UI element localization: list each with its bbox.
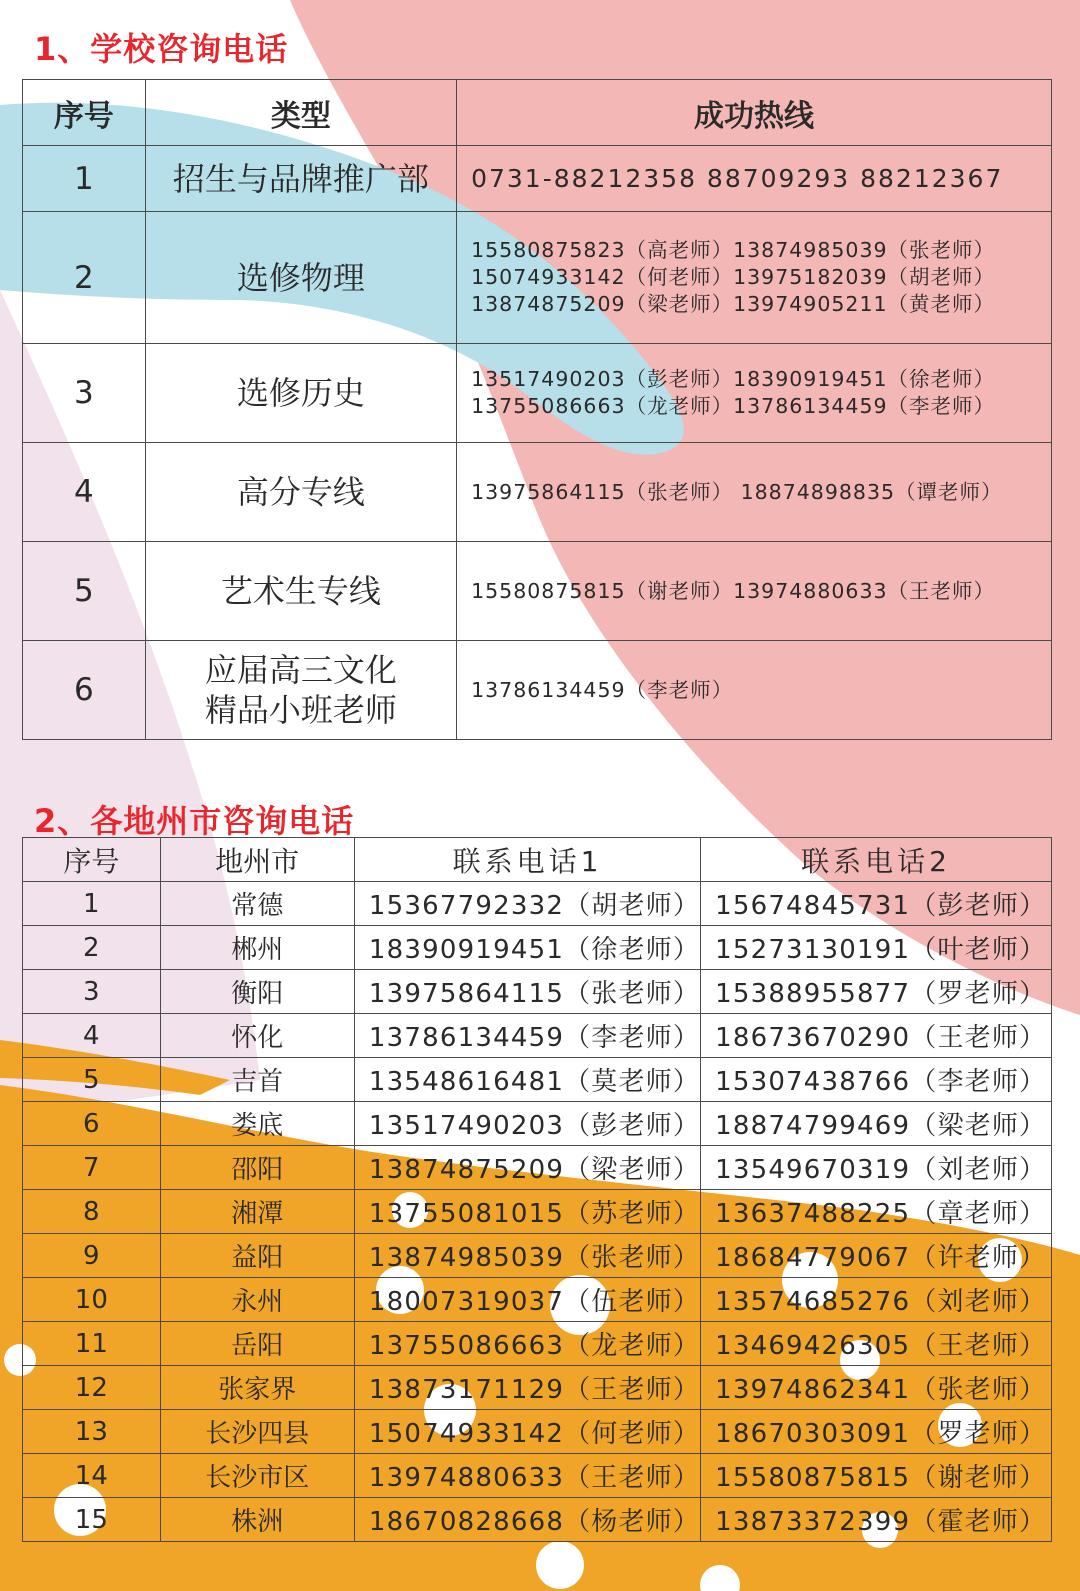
header-no: 序号 bbox=[23, 80, 146, 146]
type-line: 高分专线 bbox=[236, 473, 365, 511]
school-phone-table bbox=[22, 79, 1052, 740]
section1-title: 1、学校咨询电话 bbox=[34, 30, 289, 68]
row-no: 6 bbox=[23, 641, 146, 740]
row-phone1: 13975864115（张老师） bbox=[354, 970, 700, 1014]
row-no: 9 bbox=[23, 1234, 161, 1278]
row-phone2: 15674845731（彭老师） bbox=[701, 882, 1052, 926]
phone-line: 13874875209（梁老师）13974905211（黄老师） bbox=[471, 292, 996, 316]
row-city: 常德 bbox=[160, 882, 354, 926]
row-type bbox=[145, 344, 456, 443]
row-phone1: 13974880633（王老师） bbox=[354, 1454, 700, 1498]
row-no: 2 bbox=[23, 926, 161, 970]
row-phone2: 15307438766（李老师） bbox=[701, 1058, 1052, 1102]
type-line: 艺术生专线 bbox=[220, 572, 381, 610]
header-city: 地州市 bbox=[160, 838, 354, 882]
table-row bbox=[23, 1014, 1052, 1058]
table-row bbox=[23, 1366, 1052, 1410]
table-row bbox=[23, 641, 1052, 740]
row-no: 5 bbox=[23, 1058, 161, 1102]
header-phone1: 联系电话1 bbox=[354, 838, 700, 882]
row-phone2: 18673670290（王老师） bbox=[701, 1014, 1052, 1058]
table-row bbox=[23, 1322, 1052, 1366]
header-no: 序号 bbox=[23, 838, 161, 882]
section2-title: 2、各地州市咨询电话 bbox=[34, 802, 355, 840]
row-phones bbox=[457, 641, 1052, 740]
phone-line: 15074933142（何老师）13975182039（胡老师） bbox=[471, 265, 996, 289]
phone-line: 13975864115（张老师） 18874898835（谭老师） bbox=[471, 479, 1003, 504]
phone-line: 13755086663（龙老师）13786134459（李老师） bbox=[471, 394, 996, 418]
table-row bbox=[23, 1058, 1052, 1102]
row-phone1: 13873171129（王老师） bbox=[354, 1366, 700, 1410]
city-table-body bbox=[23, 882, 1052, 1542]
table-row bbox=[23, 212, 1052, 344]
row-phones bbox=[457, 212, 1052, 344]
row-phones bbox=[457, 146, 1052, 212]
table-row bbox=[23, 542, 1052, 641]
table-row bbox=[23, 1234, 1052, 1278]
row-phone2: 15388955877（罗老师） bbox=[701, 970, 1052, 1014]
row-no: 7 bbox=[23, 1146, 161, 1190]
row-phone1: 13755081015（苏老师） bbox=[354, 1190, 700, 1234]
phone-line: 13786134459（李老师） bbox=[471, 677, 734, 702]
row-phones bbox=[457, 443, 1052, 542]
row-type bbox=[145, 542, 456, 641]
row-phone1: 15367792332（胡老师） bbox=[354, 882, 700, 926]
row-phone2: 13637488225（章老师） bbox=[701, 1190, 1052, 1234]
table-row bbox=[23, 970, 1052, 1014]
row-phone2: 18874799469（梁老师） bbox=[701, 1102, 1052, 1146]
row-no: 5 bbox=[23, 542, 146, 641]
row-city: 株洲 bbox=[160, 1498, 354, 1542]
table-row bbox=[23, 443, 1052, 542]
row-no: 1 bbox=[23, 146, 146, 212]
phone-line: 15580875815（谢老师）13974880633（王老师） bbox=[471, 578, 996, 603]
table-row bbox=[23, 882, 1052, 926]
row-city: 永州 bbox=[160, 1278, 354, 1322]
row-phone2: 15273130191（叶老师） bbox=[701, 926, 1052, 970]
row-city: 怀化 bbox=[160, 1014, 354, 1058]
row-phone1: 13874985039（张老师） bbox=[354, 1234, 700, 1278]
table-row bbox=[23, 1190, 1052, 1234]
table-row bbox=[23, 1454, 1052, 1498]
row-city: 娄底 bbox=[160, 1102, 354, 1146]
row-phone2: 15580875815（谢老师） bbox=[701, 1454, 1052, 1498]
row-no: 4 bbox=[23, 1014, 161, 1058]
row-phone2: 18670303091（罗老师） bbox=[701, 1410, 1052, 1454]
row-city: 邵阳 bbox=[160, 1146, 354, 1190]
row-phone1: 13548616481（莫老师） bbox=[354, 1058, 700, 1102]
row-no: 2 bbox=[23, 212, 146, 344]
table-row bbox=[23, 1498, 1052, 1542]
row-phone1: 13786134459（李老师） bbox=[354, 1014, 700, 1058]
table-row bbox=[23, 1410, 1052, 1454]
row-city: 张家界 bbox=[160, 1366, 354, 1410]
row-no: 1 bbox=[23, 882, 161, 926]
header-type: 类型 bbox=[145, 80, 456, 146]
row-phone2: 18684779067（许老师） bbox=[701, 1234, 1052, 1278]
row-type bbox=[145, 641, 456, 740]
type-line: 招生与品牌推广部 bbox=[172, 159, 429, 198]
row-phone1: 13755086663（龙老师） bbox=[354, 1322, 700, 1366]
type-line: 选修历史 bbox=[236, 374, 365, 412]
city-phone-table bbox=[22, 837, 1052, 1542]
type-line: 应届高三文化 bbox=[204, 651, 397, 689]
row-city: 益阳 bbox=[160, 1234, 354, 1278]
row-city: 长沙市区 bbox=[160, 1454, 354, 1498]
table-row bbox=[23, 1146, 1052, 1190]
row-no: 3 bbox=[23, 970, 161, 1014]
table-header-row bbox=[23, 80, 1052, 146]
row-phone1: 18670828668（杨老师） bbox=[354, 1498, 700, 1542]
row-no: 6 bbox=[23, 1102, 161, 1146]
row-no: 13 bbox=[23, 1410, 161, 1454]
row-no: 11 bbox=[23, 1322, 161, 1366]
row-phone2: 13469426305（王老师） bbox=[701, 1322, 1052, 1366]
row-phone2: 13549670319（刘老师） bbox=[701, 1146, 1052, 1190]
phone-line: 15580875823（高老师）13874985039（张老师） bbox=[471, 238, 996, 262]
header-hotline: 成功热线 bbox=[457, 80, 1052, 146]
row-phone1: 13517490203（彭老师） bbox=[354, 1102, 700, 1146]
type-line: 精品小班老师 bbox=[204, 691, 397, 729]
row-city: 长沙四县 bbox=[160, 1410, 354, 1454]
row-city: 衡阳 bbox=[160, 970, 354, 1014]
table-row bbox=[23, 1102, 1052, 1146]
row-phone2: 13974862341（张老师） bbox=[701, 1366, 1052, 1410]
row-no: 14 bbox=[23, 1454, 161, 1498]
row-city: 郴州 bbox=[160, 926, 354, 970]
row-no: 8 bbox=[23, 1190, 161, 1234]
row-no: 4 bbox=[23, 443, 146, 542]
row-phone2: 13574685276（刘老师） bbox=[701, 1278, 1052, 1322]
table-row bbox=[23, 1278, 1052, 1322]
header-phone2: 联系电话2 bbox=[701, 838, 1052, 882]
row-phones bbox=[457, 344, 1052, 443]
row-phones bbox=[457, 542, 1052, 641]
table-header-row bbox=[23, 838, 1052, 882]
row-type bbox=[145, 146, 456, 212]
row-phone1: 18390919451（徐老师） bbox=[354, 926, 700, 970]
table-row bbox=[23, 926, 1052, 970]
type-line: 选修物理 bbox=[236, 258, 365, 297]
row-phone2: 13873372399（霍老师） bbox=[701, 1498, 1052, 1542]
row-phone1: 13874875209（梁老师） bbox=[354, 1146, 700, 1190]
row-city: 吉首 bbox=[160, 1058, 354, 1102]
row-phone1: 15074933142（何老师） bbox=[354, 1410, 700, 1454]
row-city: 湘潭 bbox=[160, 1190, 354, 1234]
row-type bbox=[145, 443, 456, 542]
phone-line: 0731-88212358 88709293 88212367 bbox=[471, 164, 1004, 193]
row-no: 3 bbox=[23, 344, 146, 443]
row-no: 10 bbox=[23, 1278, 161, 1322]
row-no: 12 bbox=[23, 1366, 161, 1410]
phone-line: 13517490203（彭老师）18390919451（徐老师） bbox=[471, 367, 996, 391]
row-phone1: 18007319037（伍老师） bbox=[354, 1278, 700, 1322]
row-no: 15 bbox=[23, 1498, 161, 1542]
table-row bbox=[23, 344, 1052, 443]
row-type bbox=[145, 212, 456, 344]
table-row bbox=[23, 146, 1052, 212]
row-city: 岳阳 bbox=[160, 1322, 354, 1366]
